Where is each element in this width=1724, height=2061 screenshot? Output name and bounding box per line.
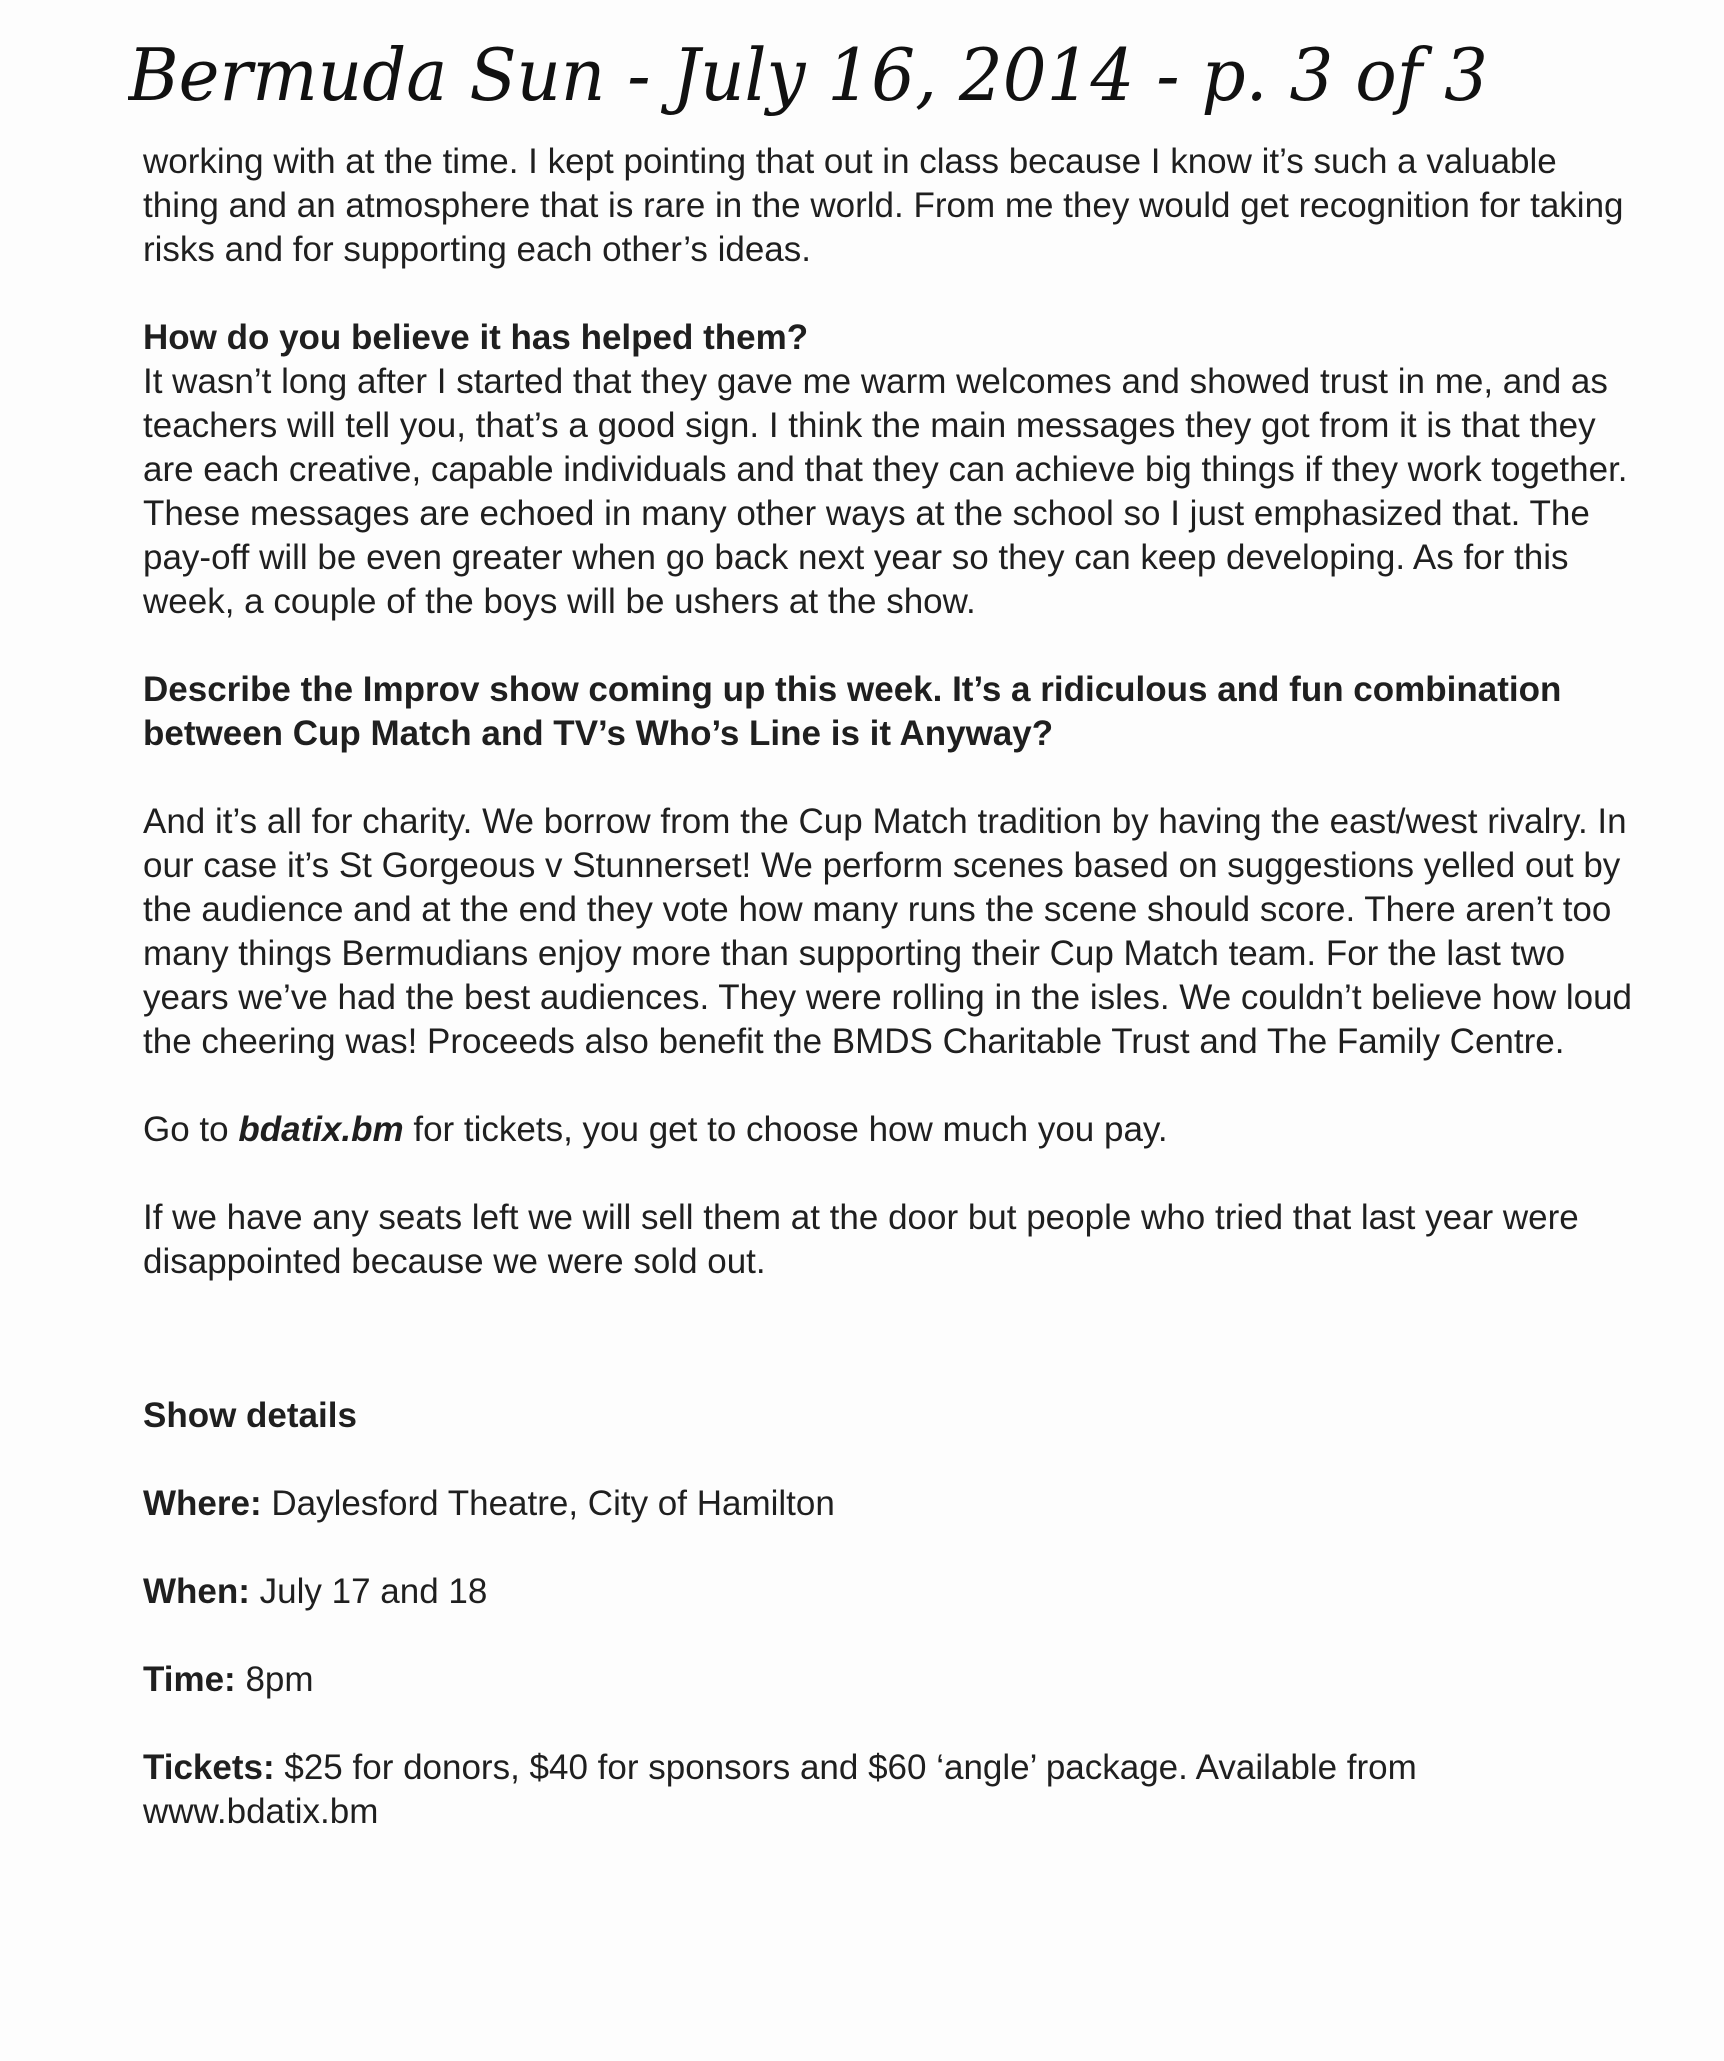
show-details-heading: Show details	[143, 1396, 357, 1435]
tickets-note	[143, 1108, 1633, 1152]
spacer	[143, 1438, 1633, 1482]
spacer	[143, 1526, 1633, 1570]
answer-paragraph: It wasn’t long after I started that they gave me warm welcomes and showed trust in me, and as teachers will tell you, that’s a good sign. I think the main messages they got from it is that they are each creative, capable individuals and that they can achieve big things if they work together. These messages are echoed in many other ways at the school so I just emphasized that. The pay-off will be even greater when go back next year so they can keep developing. As for this week, a couple of the boys will be ushers at the show.	[143, 362, 1628, 621]
detail-tickets	[143, 1746, 1633, 1834]
detail-when	[143, 1570, 1633, 1614]
question-heading: How do you believe it has helped them?	[143, 318, 809, 357]
question-heading: Describe the Improv show coming up this week. It’s a ridiculous and fun combination between Cup Match and TV’s Who’s Line is it Anyway?	[143, 670, 1562, 753]
bdatix-link[interactable]: bdatix.bm	[238, 1110, 404, 1149]
seats-note: If we have any seats left we will sell them at the door but people who tried that last year were disappointed because we were sold out.	[143, 1198, 1579, 1281]
detail-value: 8pm	[235, 1660, 314, 1699]
spacer	[143, 756, 1633, 800]
spacer	[143, 624, 1633, 668]
spacer	[143, 1702, 1633, 1746]
detail-time	[143, 1658, 1633, 1702]
detail-where	[143, 1482, 1633, 1526]
spacer	[143, 1064, 1633, 1108]
detail-label: Time:	[143, 1660, 236, 1699]
spacer	[143, 1284, 1633, 1394]
handwritten-annotation	[128, 18, 1498, 138]
handwritten-header-text: Bermuda Sun - July 16, 2014 - p. 3 of 3	[128, 33, 1489, 117]
answer-paragraph: And it’s all for charity. We borrow from the Cup Match tradition by having the east/west rivalry. In our case it’s St Gorgeous v Stunnerset! We perform scenes based on suggestions yelled out by the audience and at the end they vote how many runs the scene should score. There aren’t too many things Bermudians enjoy more than supporting their Cup Match team. For the last two years we’ve had the best audiences. They were rolling in the isles. We couldn’t believe how loud the cheering was! Proceeds also benefit the BMDS Charitable Trust and The Family Centre.	[143, 802, 1633, 1061]
article-body	[143, 140, 1633, 1834]
handwritten-header-svg	[128, 18, 1498, 138]
detail-label: Where:	[143, 1484, 262, 1523]
tickets-note-prefix: Go to	[143, 1110, 239, 1149]
spacer	[143, 1152, 1633, 1196]
spacer	[143, 1614, 1633, 1658]
detail-label: When:	[143, 1572, 250, 1611]
intro-paragraph: working with at the time. I kept pointing that out in class because I know it’s such a valuable thing and an atmosphere that is rare in the world. From me they would get recognition for taking risks and for supporting each other’s ideas.	[143, 142, 1624, 269]
detail-value: Daylesford Theatre, City of Hamilton	[261, 1484, 835, 1523]
spacer	[143, 272, 1633, 316]
detail-label: Tickets:	[143, 1748, 275, 1787]
detail-value: July 17 and 18	[249, 1572, 488, 1611]
tickets-note-suffix: for tickets, you get to choose how much you pay.	[403, 1110, 1168, 1149]
detail-value: $25 for donors, $40 for sponsors and $60 ‘angle’ package. Available from www.bdatix.bm	[143, 1748, 1417, 1831]
